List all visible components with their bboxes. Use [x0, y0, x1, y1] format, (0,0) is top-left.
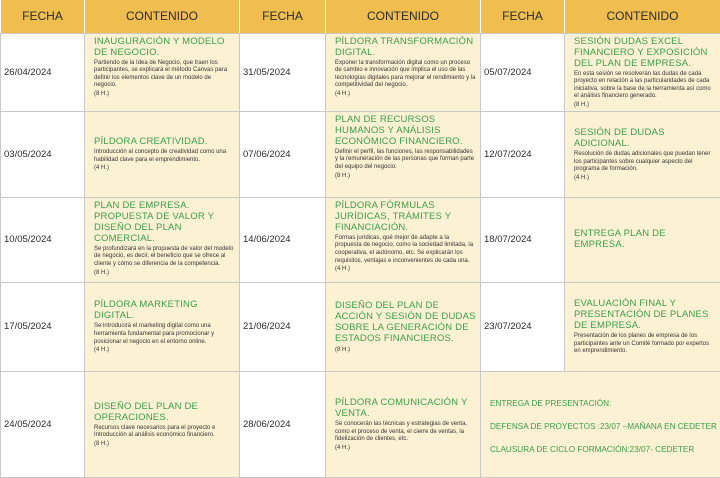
table-row [1, 33, 720, 111]
session-description: Se introducirá el marketing digital como una herramienta fundamental para promocionar y posicionar el negocio en el entorno online. [94, 323, 235, 346]
session-description: Formas jurídicas, qué mejor de adapte a la propuesta de negocio, como la sociedad limitada, la cooperativa, el autónomo, etc. Se explicarán los requisitos, ventajas e inconvenientes de cada una. [335, 235, 476, 265]
table-row [1, 197, 720, 282]
session-title: PLAN DE EMPRESA. PROPUESTA DE VALOR Y DISEÑO DEL PLAN COMERCIAL. [94, 200, 235, 244]
session-date: 26/04/2024 [1, 33, 85, 111]
session-date: 03/05/2024 [1, 111, 85, 197]
session-title: PÍLDORA TRANSFORMACIÓN DIGITAL. [335, 36, 476, 58]
session-description: Se conocerán las técnicas y estrategias de venta, como el proceso de venta, el cierre de ventas, la fidelización de clientes, etc. [335, 421, 476, 444]
session-hours: (8 H.) [574, 101, 716, 109]
session-content [326, 111, 481, 197]
table-row [1, 371, 720, 477]
session-hours: (8 H.) [335, 346, 476, 354]
session-title: DISEÑO DEL PLAN DE ACCIÓN Y SESIÓN DE DUDAS SOBRE LA GENERACIÓN DE ESTADOS FINANCIEROS. [335, 300, 476, 344]
session-title: PÍLDORA CREATIVIDAD. [94, 136, 235, 147]
session-content [85, 111, 240, 197]
session-content [326, 282, 481, 371]
session-title: EVALUACIÓN FINAL Y PRESENTACIÓN DE PLANES DE EMPRESA. [574, 298, 716, 331]
session-date: 17/05/2024 [1, 282, 85, 371]
session-date: 05/07/2024 [481, 33, 565, 111]
session-content [326, 371, 481, 477]
session-content [565, 282, 720, 371]
session-title: SESIÓN DUDAS EXCEL FINANCIERO Y EXPOSICIÓN DEL PLAN DE EMPRESA. [574, 36, 716, 69]
session-date: 14/06/2024 [240, 197, 326, 282]
header-fecha-1: FECHA [1, 0, 85, 33]
session-hours: (8 H.) [94, 440, 235, 448]
header-fecha-2: FECHA [240, 0, 326, 33]
session-description: Exponer la transformación digital como un proceso de cambio e innovación que implica el uso de las tecnologías digitales para mejorar el rendimiento y la competitividad del negocio. [335, 60, 476, 90]
session-date: 24/05/2024 [1, 371, 85, 477]
session-content [85, 371, 240, 477]
session-title: ENTREGA PLAN DE EMPRESA. [574, 228, 716, 250]
session-content [326, 33, 481, 111]
session-description: Definir el perfil, las funciones, las responsabilidades y la remuneración de las personas que forman parte del equipo del negocio. [335, 149, 476, 172]
session-date: 28/06/2024 [240, 371, 326, 477]
table-row [1, 111, 720, 197]
presentation-delivery-line: ENTREGA DE PRESENTACIÓN: [490, 399, 716, 409]
session-description: Partiendo de la Idea de Negocio, que traen los participantes, se explicará el método Canvas para definir los elementos clave de un modelo de negocio. [94, 60, 235, 90]
session-hours: (8 H.) [94, 90, 235, 98]
header-fecha-3: FECHA [481, 0, 565, 33]
session-date: 31/05/2024 [240, 33, 326, 111]
session-hours: (8 H.) [335, 172, 476, 180]
session-hours: (4 H.) [335, 90, 476, 98]
session-description: Recursos clave necesarios para el proyecto e Introducción al análisis económico financiero. [94, 425, 235, 440]
header-contenido-2: CONTENIDO [326, 0, 481, 33]
session-title: PÍLDORA MARKETING DIGITAL. [94, 299, 235, 321]
session-description: Se profundizará en la propuesta de valor del modelo de negocio, es decir, el beneficio que se ofrece al cliente y cómo se diferencia de la competencia. [94, 246, 235, 269]
session-content [85, 197, 240, 282]
header-row [1, 0, 720, 33]
session-date: 07/06/2024 [240, 111, 326, 197]
session-title: PLAN DE RECURSOS HUMANOS Y ANÁLISIS ECONÓMICO FINANCIERO. [335, 114, 476, 147]
table-row [1, 282, 720, 371]
session-date: 18/07/2024 [481, 197, 565, 282]
project-defense-line: DEFENSA DE PROYECTOS :23/07 –MAÑANA EN CEDETER [490, 422, 716, 432]
session-date: 10/05/2024 [1, 197, 85, 282]
header-contenido-1: CONTENIDO [85, 0, 240, 33]
session-date: 23/07/2024 [481, 282, 565, 371]
session-description: Introducción al concepto de creatividad como una habilidad clave para el emprendimiento. [94, 149, 235, 164]
session-description: Resolución de dudas adicionales que puedan tener los participantes sobre cualquier aspecto del programa de formación. [574, 151, 716, 174]
session-content [565, 197, 720, 282]
session-description: Presentación de los planes de empresa de los participantes ante un Comité formado por expertos en emprendimiento. [574, 333, 716, 356]
session-title: PÍLDORA FÓRMULAS JURÍDICAS, TRÁMITES Y FINANCIACIÓN. [335, 200, 476, 233]
session-content [565, 111, 720, 197]
session-hours: (8 H.) [94, 269, 235, 277]
session-hours: (4 H.) [94, 346, 235, 354]
session-title: SESIÓN DE DUDAS ADICIONAL. [574, 127, 716, 149]
session-title: DISEÑO DEL PLAN DE OPERACIONES. [94, 401, 235, 423]
session-date: 12/07/2024 [481, 111, 565, 197]
final-events-cell [481, 371, 720, 477]
session-hours: (4 H.) [574, 174, 716, 182]
session-content [85, 33, 240, 111]
session-hours: (4 H.) [94, 164, 235, 172]
header-contenido-3: CONTENIDO [565, 0, 720, 33]
closing-ceremony-line: CLAUSURA DE CICLO FORMACIÓN:23/07- CEDETER [490, 445, 716, 455]
session-description: En esta sesión se resolverán las dudas de cada proyecto en relación a las particularidades de cada iniciativa, sobre la base de la herramienta así como el análisis financiero generado. [574, 71, 716, 101]
session-title: PÍLDORA COMUNICACIÓN Y VENTA. [335, 397, 476, 419]
session-content [326, 197, 481, 282]
session-content [565, 33, 720, 111]
session-title: INAUGURACIÓN Y MODELO DE NEGOCIO. [94, 36, 235, 58]
session-hours: (4 H.) [335, 444, 476, 452]
session-hours: (4 H.) [335, 265, 476, 273]
session-date: 21/06/2024 [240, 282, 326, 371]
session-content [85, 282, 240, 371]
